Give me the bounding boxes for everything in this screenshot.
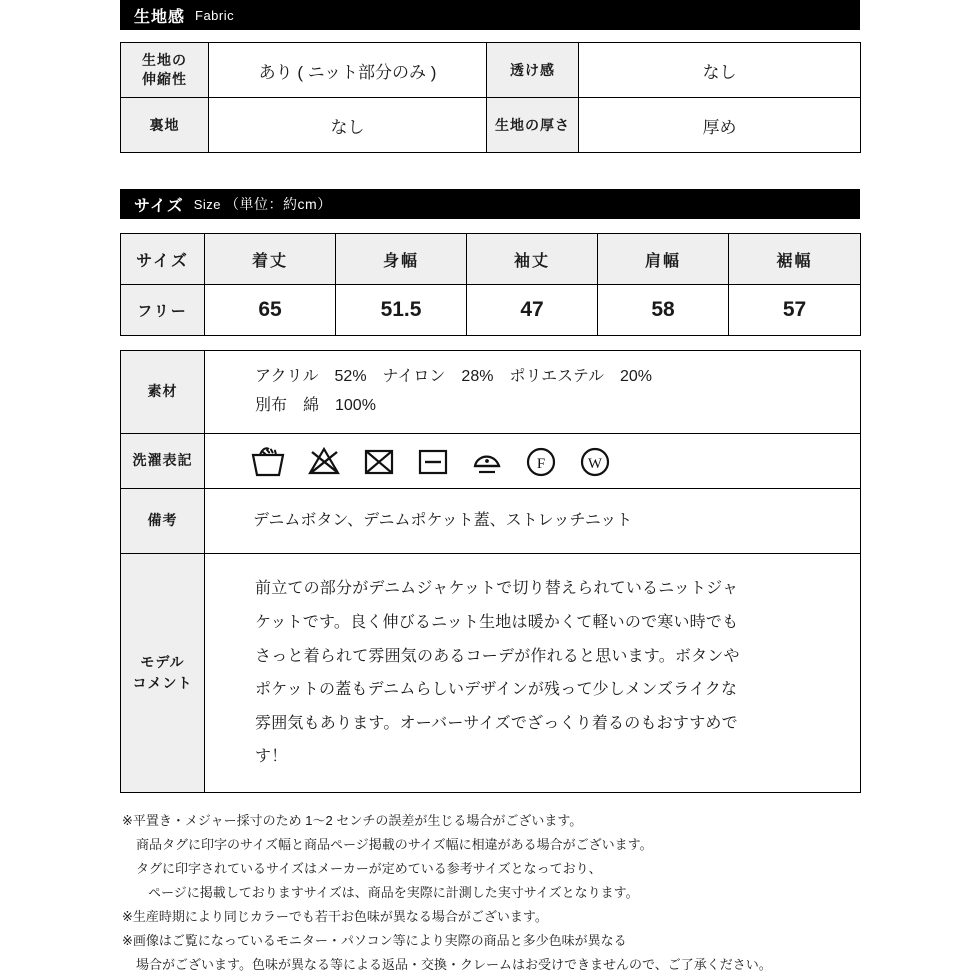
note-line (122, 833, 860, 857)
wet-clean-w-icon (578, 444, 612, 478)
flat-dry-icon (416, 444, 450, 478)
note-line (122, 905, 860, 929)
table-header-row (121, 234, 861, 285)
size-col-header-5: 裾幅 (729, 234, 861, 285)
fabric-sheerness-label: 透け感 (487, 43, 579, 98)
model-comment-line-2: さっと着られて雰囲気のあるコーデが作れると思います。ボタンや (255, 647, 740, 665)
size-col-header-2: 身幅 (336, 234, 467, 285)
size-col-header-4: 肩幅 (598, 234, 729, 285)
remarks-label: 備考 (121, 488, 205, 554)
model-comment-label: モデル コメント (121, 554, 205, 793)
note-text: 生産時期により同じカラーでも若干お色味が異なる場合がございます。 (132, 909, 548, 925)
size-section-header (120, 189, 860, 219)
fabric-table (120, 42, 861, 153)
care-symbols-cell (205, 433, 861, 488)
model-comment-line-1: ケットです。良く伸びるニット生地は暖かくて軽いので寒い時でも (255, 613, 739, 631)
fabric-lining-label: 裏地 (121, 98, 209, 153)
size-section (0, 189, 980, 793)
note-text: タグに印字されているサイズはメーカーが定めている参考サイズとなっており、 (136, 861, 602, 877)
care-label: 洗濯表記 (121, 433, 205, 488)
fabric-lining-value: なし (209, 98, 487, 153)
low-iron-icon (470, 443, 504, 479)
hand-wash-icon (250, 444, 286, 478)
note-text: 場合がございます。色味が異なる等による返品・交換・クレームはお受けできませんので、ご了承ください。 (136, 957, 772, 973)
material-line-2: 別布 綿 100% (255, 396, 376, 414)
size-section-title-unit: （単位：約cm） (225, 196, 332, 212)
notes-section (0, 793, 980, 977)
note-text: 画像はご覧になっているモニター・パソコン等により実際の商品と多少色味が異なる (132, 933, 627, 949)
size-col-header-3: 袖丈 (467, 234, 598, 285)
note-marker: ※ (122, 933, 133, 949)
size-section-title-jp: サイズ (134, 197, 184, 215)
note-text: 商品タグに印字のサイズ幅と商品ページ掲載のサイズ幅に相違がある場合がございます。 (136, 837, 653, 852)
fabric-section (0, 0, 980, 153)
size-table (120, 233, 861, 336)
table-row (121, 554, 861, 793)
size-value-width: 51.5 (336, 285, 467, 336)
note-line (122, 881, 860, 905)
size-value-length: 65 (205, 285, 336, 336)
no-bleach-icon (306, 444, 342, 478)
note-line (122, 953, 860, 977)
table-row (121, 433, 861, 488)
fabric-stretch-value: あり ( ニット部分のみ ) (209, 43, 487, 98)
table-row (121, 488, 861, 554)
note-line (122, 857, 860, 881)
note-text: 平置き・メジャー採寸のため 1〜2 センチの誤差が生じる場合がございます。 (132, 812, 583, 828)
table-row (121, 98, 861, 153)
material-value (205, 351, 861, 434)
care-symbols (206, 435, 859, 487)
model-comment-value (205, 554, 861, 793)
no-tumble-dry-icon (362, 444, 396, 478)
detail-table (120, 350, 861, 793)
size-value-sleeve: 47 (467, 285, 598, 336)
table-row (121, 43, 861, 98)
svg-text:W: W (587, 455, 603, 472)
material-line-1: アクリル 52% ナイロン 28% ポリエステル 20% (255, 368, 653, 385)
fabric-thickness-label: 生地の厚さ (487, 98, 579, 153)
size-section-title-en: Size (193, 196, 222, 212)
size-row-label-free: フリー (121, 285, 205, 336)
fabric-section-header (120, 0, 860, 30)
size-col-header-1: 着丈 (205, 234, 336, 285)
note-line (122, 809, 860, 833)
fabric-section-title-jp: 生地感 (134, 8, 186, 26)
fabric-sheerness-value: なし (579, 43, 861, 98)
size-value-shoulder: 58 (598, 285, 729, 336)
material-label: 素材 (121, 351, 205, 434)
note-marker: ※ (122, 909, 133, 925)
table-row (121, 351, 861, 434)
note-marker: ※ (122, 812, 133, 828)
size-col-header-0: サイズ (121, 234, 205, 285)
note-text: ページに掲載しておりますサイズは、商品を実際に計測した実寸サイズとなります。 (148, 885, 639, 901)
fabric-section-title-en: Fabric (195, 7, 235, 23)
svg-text:F: F (536, 455, 546, 472)
model-comment-line-5: す！ (255, 748, 288, 766)
remarks-value: デニムボタン、デニムポケット蓋、ストレッチニット (205, 488, 861, 554)
dry-clean-f-icon (524, 444, 558, 478)
model-comment-line-0: 前立ての部分がデニムジャケットで切り替えられているニットジャ (255, 580, 739, 598)
table-row (121, 285, 861, 336)
model-comment-line-4: 雰囲気もあります。オーバーサイズでざっくり着るのもおすすめで (255, 714, 738, 732)
size-value-hem: 57 (729, 285, 861, 336)
fabric-thickness-value: 厚め (579, 98, 861, 153)
fabric-stretch-label: 生地の 伸縮性 (121, 43, 209, 98)
note-line (122, 929, 860, 953)
model-comment-line-3: ポケットの蓋もデニムらしいデザインが残って少しメンズライクな (255, 681, 738, 699)
